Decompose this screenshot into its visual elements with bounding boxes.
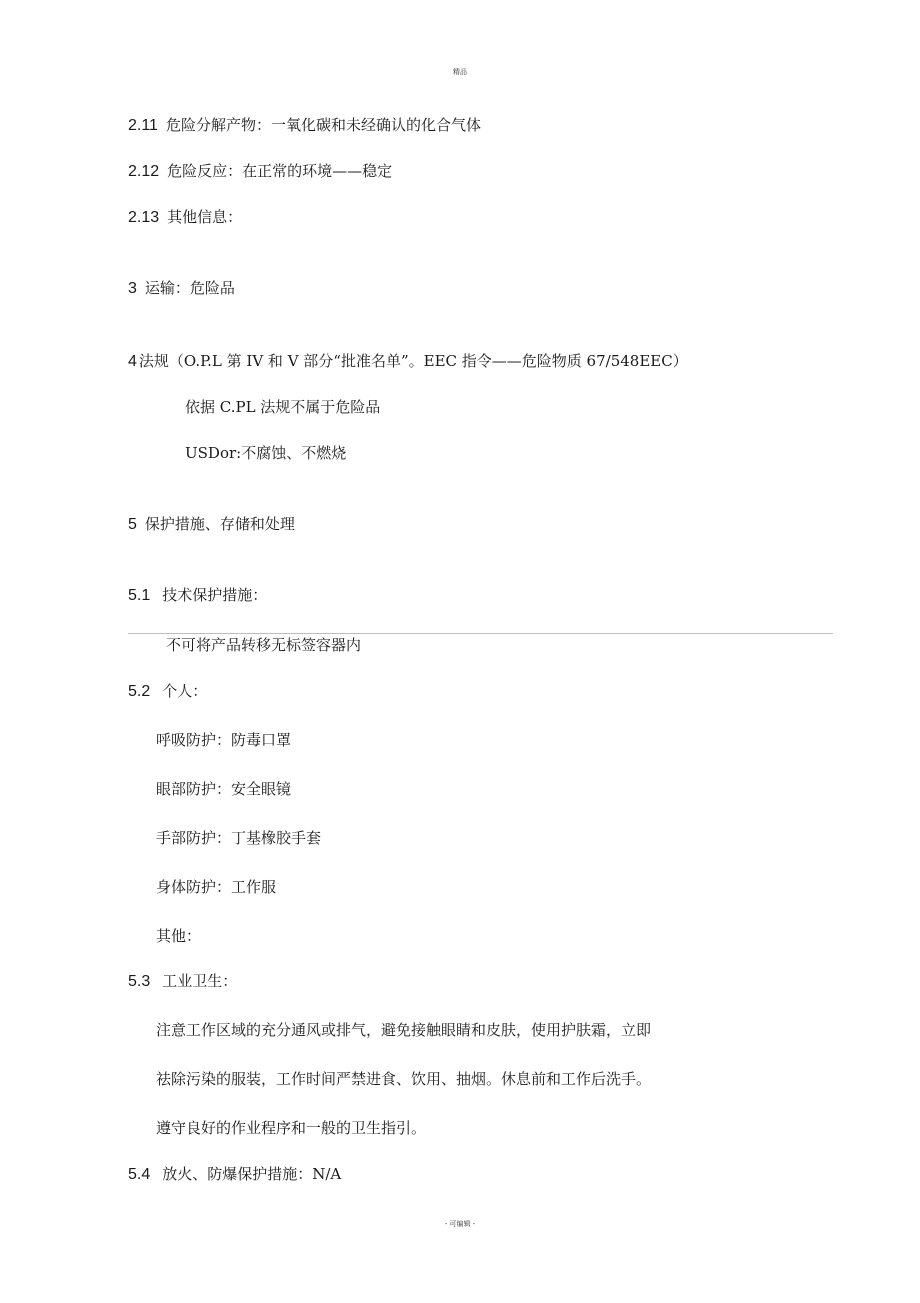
item-number: 5.4	[128, 1166, 151, 1183]
item-text: 危险分解产物：一氧化碳和未经确认的化合气体	[165, 116, 481, 134]
item-number: 2.13	[128, 209, 160, 226]
body-protection: 身体防护：工作服	[156, 878, 277, 896]
item-5-3	[128, 971, 237, 992]
footer-mark: - 可编辑 -	[444, 1220, 476, 1228]
hygiene-paragraph-line-1: 注意工作区域的充分通风或排气，避免接触眼睛和皮肤，使用护肤霜，立即	[156, 1021, 652, 1039]
item-number: 5.3	[128, 973, 151, 990]
section-5	[128, 514, 295, 535]
item-5-1-detail: 不可将产品转移无标签容器内	[166, 636, 362, 654]
section-4-note-1: 依据 C.PL 法规不属于危险品	[185, 398, 381, 416]
item-text: 技术保护措施：	[162, 586, 268, 604]
section-number: 4	[128, 353, 137, 370]
section-heading: 法规（O.P.L 第 IV 和 V 部分“批准名单”。EEC 指令——危险物质 67/548EEC）	[138, 352, 688, 370]
item-number: 5.2	[128, 683, 151, 700]
respiratory-protection: 呼吸防护：防毒口罩	[156, 731, 292, 749]
hand-protection: 手部防护：丁基橡胶手套	[156, 829, 322, 847]
item-2-13	[128, 207, 242, 228]
item-text: 工业卫生：	[162, 972, 238, 990]
section-number: 5	[128, 516, 137, 533]
header-mark: 精品	[453, 68, 467, 76]
item-text: 放火、防爆保护措施：N/A	[162, 1165, 342, 1183]
item-2-12	[128, 161, 392, 182]
section-number: 3	[128, 280, 137, 297]
eye-protection: 眼部防护：安全眼镜	[156, 780, 292, 798]
item-5-2	[128, 681, 207, 702]
item-number: 2.12	[128, 163, 160, 180]
item-text: 其他信息：	[167, 208, 243, 226]
item-text: 危险反应：在正常的环境——稳定	[167, 162, 393, 180]
hygiene-paragraph-line-3: 遵守良好的作业程序和一般的卫生指引。	[156, 1119, 427, 1137]
item-5-4	[128, 1164, 341, 1185]
item-2-11	[128, 115, 481, 136]
item-5-1	[128, 585, 267, 606]
section-4	[128, 351, 688, 372]
other-protection: 其他：	[156, 927, 202, 945]
divider-line	[128, 633, 833, 634]
section-3	[128, 278, 235, 299]
section-4-note-2: USDor:不腐蚀、不燃烧	[185, 444, 347, 462]
item-text: 个人：	[162, 682, 208, 700]
hygiene-paragraph-line-2: 祛除污染的服装，工作时间严禁进食、饮用、抽烟。休息前和工作后洗手。	[156, 1070, 652, 1088]
section-heading: 运输：危险品	[144, 279, 235, 297]
item-number: 5.1	[128, 587, 151, 604]
item-number: 2.11	[128, 117, 158, 134]
section-heading: 保护措施、存储和处理	[144, 515, 295, 533]
